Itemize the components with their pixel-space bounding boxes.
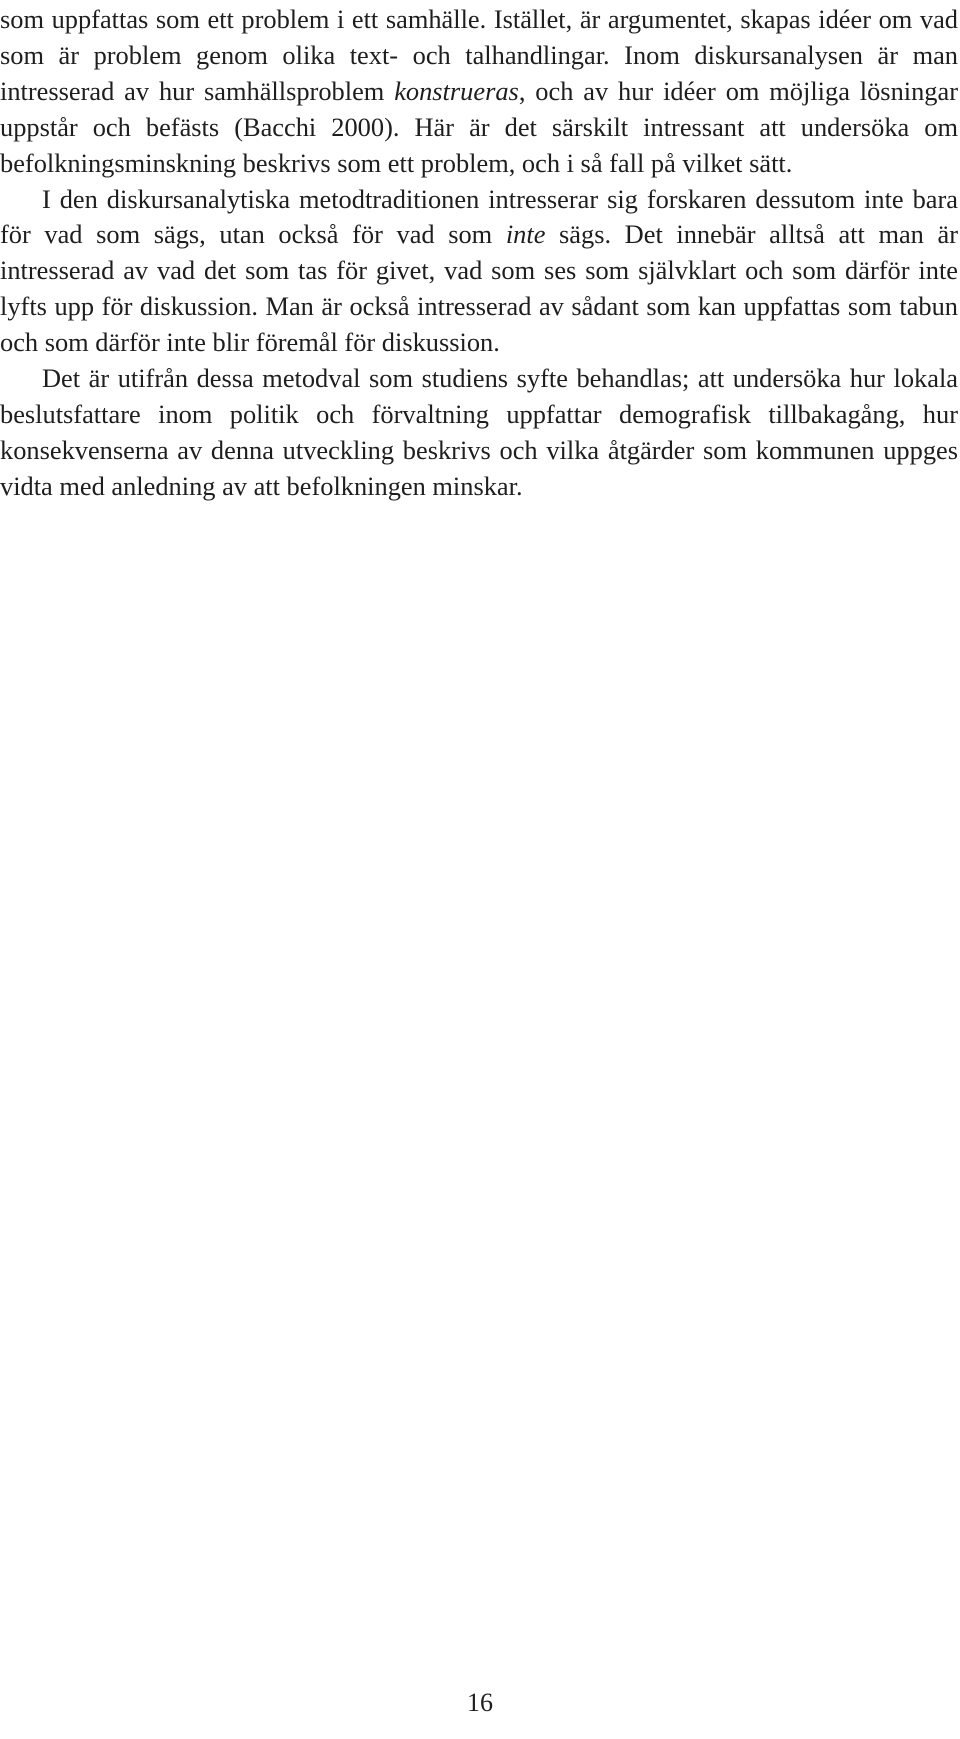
paragraph-2-text-1: I den diskursanalytiska metodtraditionen intresserar sig forskaren dessutom inte bara för vad som sägs, utan också för vad som (0, 183, 958, 250)
paragraph-2 (0, 182, 958, 362)
paragraph-3-text-1: Det är utifrån dessa metodval som studiens syfte behandlas; att undersöka hur lokala beslutsfattare inom politik och förvaltning uppfattar demografisk tillbakagång, hur konsekvenserna av denna utveckling beskrivs och vilka åtgärder som kommunen uppges vidta med anledning av att befolkningen minskar. (0, 363, 958, 501)
paragraph-1 (0, 2, 958, 182)
paragraph-1-text-1: som uppfattas som ett problem i ett samhälle. Istället, är argumentet, skapas idéer om vad som är problem genom olika text- och talhandlingar. Inom diskursanalysen är man intresserad av hur samhällsproblem (0, 4, 958, 106)
paragraph-2-italic-inte: inte (505, 219, 546, 250)
page-body (0, 2, 958, 505)
paragraph-1-text-2: , och av hur idéer om möjliga lösningar uppstår och befästs (Bacchi 2000). Här är det särskilt intressant att undersöka om befolkningsminskning beskrivs som ett problem, och i så fall på vilket sätt. (0, 75, 958, 178)
paragraph-1-italic-konstrueras: konstrueras (394, 75, 519, 106)
paragraph-3 (0, 361, 958, 505)
paragraph-2-text-2: sägs. Det innebär alltså att man är intresserad av vad det som tas för givet, vad som ses som självklart och som därför inte lyfts upp för diskussion. Man är också intresserad av sådant som kan uppfattas som tabun och som därför inte blir föremål för diskussion. (0, 219, 958, 358)
page-number: 16 (467, 1688, 493, 1717)
